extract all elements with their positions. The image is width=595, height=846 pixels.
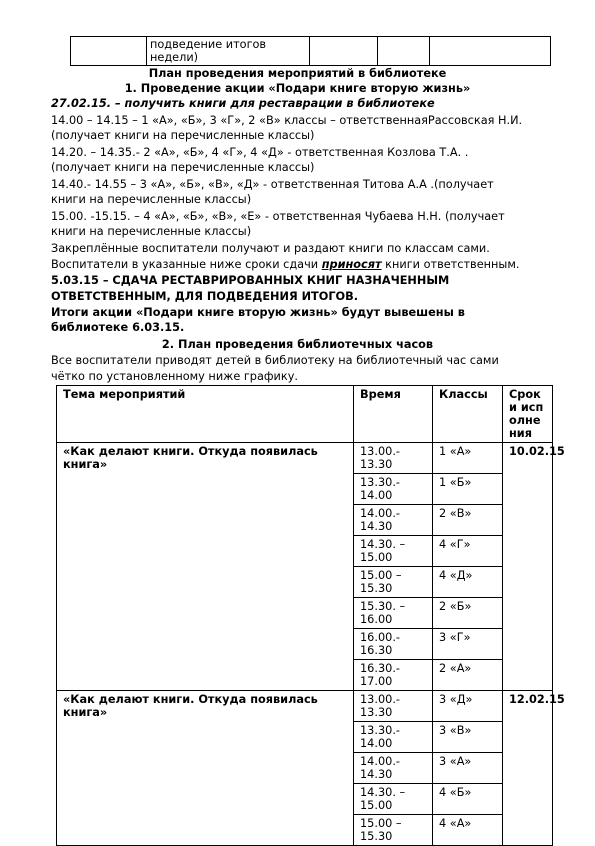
table-row [57, 691, 553, 722]
class-cell: 1 «Б» [433, 474, 503, 505]
event-topic: «Как делают книги. Откуда появилась книга» [57, 691, 354, 846]
header-row [57, 386, 553, 443]
time-cell: 15.00 – 15.30 [354, 815, 433, 846]
table-cell-text: подведение итогов недели) [147, 37, 310, 66]
deadline-emphasis: приносят [321, 258, 382, 271]
deadline-date: 12.02.15 [503, 691, 553, 846]
class-cell: 3 «Д» [433, 691, 503, 722]
deadline-date: 10.02.15 [503, 443, 553, 691]
header-classes: Классы [433, 386, 503, 443]
header-deadline: Сроки исполнения [503, 386, 553, 443]
header-topic: Тема мероприятий [57, 386, 354, 443]
body-line: 14.20. – 14.35.- 2 «А», «Б», 4 «Г», 4 «Д» - ответственная Козлова Т.А. . [51, 146, 469, 159]
section2-title: 2. План проведения библиотечных часов [161, 338, 434, 351]
time-cell: 15.00 – 15.30 [354, 567, 433, 598]
body-line: книги на перечисленные классы) [51, 225, 252, 238]
bold-line: ОТВЕТСТВЕННЫМ, ДЛЯ ПОДВЕДЕНИЯ ИТОГОВ. [51, 290, 359, 303]
deadline-line [51, 257, 519, 272]
class-cell: 4 «Г» [433, 536, 503, 567]
time-cell: 14.00.- 14.30 [354, 753, 433, 784]
table-cell [310, 37, 378, 66]
table-cell [430, 37, 551, 66]
time-cell: 14.00.- 14.30 [354, 505, 433, 536]
body-line: 14.00 – 14.15 – 1 «А», «Б», 3 «Г», 2 «В» классы – ответственнаяРассовская Н.И. [51, 114, 523, 127]
class-cell: 2 «А» [433, 660, 503, 691]
schedule-table [56, 385, 565, 846]
bold-line: библиотеке 6.03.15. [51, 321, 185, 334]
class-cell: 3 «А» [433, 753, 503, 784]
time-cell: 15.30. – 16.00 [354, 598, 433, 629]
time-cell: 14.30. – 15.00 [354, 784, 433, 815]
class-cell: 2 «В» [433, 505, 503, 536]
time-cell: 16.00.- 16.30 [354, 629, 433, 660]
bold-line: 5.03.15 – СДАЧА РЕСТАВРИРОВАННЫХ КНИГ НАЗНАЧЕННЫМ [51, 274, 450, 287]
body-line: чётко по установленному ниже графику. [51, 370, 299, 383]
table-cell [378, 37, 430, 66]
deadline-text: Воспитатели в указанные ниже сроки сдачи [51, 258, 322, 271]
time-cell: 16.30.- 17.00 [354, 660, 433, 691]
section1-date-line: 27.02.15. – получить книги для реставрации в библиотеке [51, 97, 435, 110]
time-cell: 13.00.- 13.30 [354, 691, 433, 722]
class-cell: 3 «В» [433, 722, 503, 753]
body-line: 15.00. -15.15. – 4 «А», «Б», «В», «Е» - ответственная Чубаева Н.Н. (получает [51, 210, 505, 223]
top-table-fragment [70, 36, 551, 66]
time-cell: 13.30.- 14.00 [354, 722, 433, 753]
body-line: (получает книги на перечисленные классы) [51, 161, 315, 174]
class-cell: 2 «Б» [433, 598, 503, 629]
table-row [71, 37, 551, 66]
plan-title: План проведения мероприятий в библиотеке [148, 67, 447, 80]
body-line: 14.40.- 14.55 – 3 «А», «Б», «В», «Д» - ответственная Титова А.А .(получает [51, 178, 494, 191]
class-cell: 4 «А» [433, 815, 503, 846]
body-line: книги на перечисленные классы) [51, 193, 252, 206]
bold-line: Итоги акции «Подари книге вторую жизнь» будут вывешены в [51, 306, 465, 319]
header-time: Время [354, 386, 433, 443]
body-line: Все воспитатели приводят детей в библиотеку на библиотечный час сами [51, 354, 499, 367]
time-cell: 13.30.- 14.00 [354, 474, 433, 505]
class-cell: 4 «Д» [433, 567, 503, 598]
class-cell: 1 «А» [433, 443, 503, 474]
deadline-text: книги ответственным. [381, 258, 520, 271]
section1-title: 1. Проведение акции «Подари книге вторую жизнь» [124, 82, 471, 95]
table-row [57, 443, 553, 474]
class-cell: 4 «Б» [433, 784, 503, 815]
event-topic: «Как делают книги. Откуда появилась книга» [57, 443, 354, 691]
time-cell: 14.30. – 15.00 [354, 536, 433, 567]
time-cell: 13.00.- 13.30 [354, 443, 433, 474]
body-line: (получает книги на перечисленные классы) [51, 129, 315, 142]
table-cell [71, 37, 147, 66]
body-line: Закреплённые воспитатели получают и раздают книги по классам сами. [51, 242, 490, 255]
class-cell: 3 «Г» [433, 629, 503, 660]
